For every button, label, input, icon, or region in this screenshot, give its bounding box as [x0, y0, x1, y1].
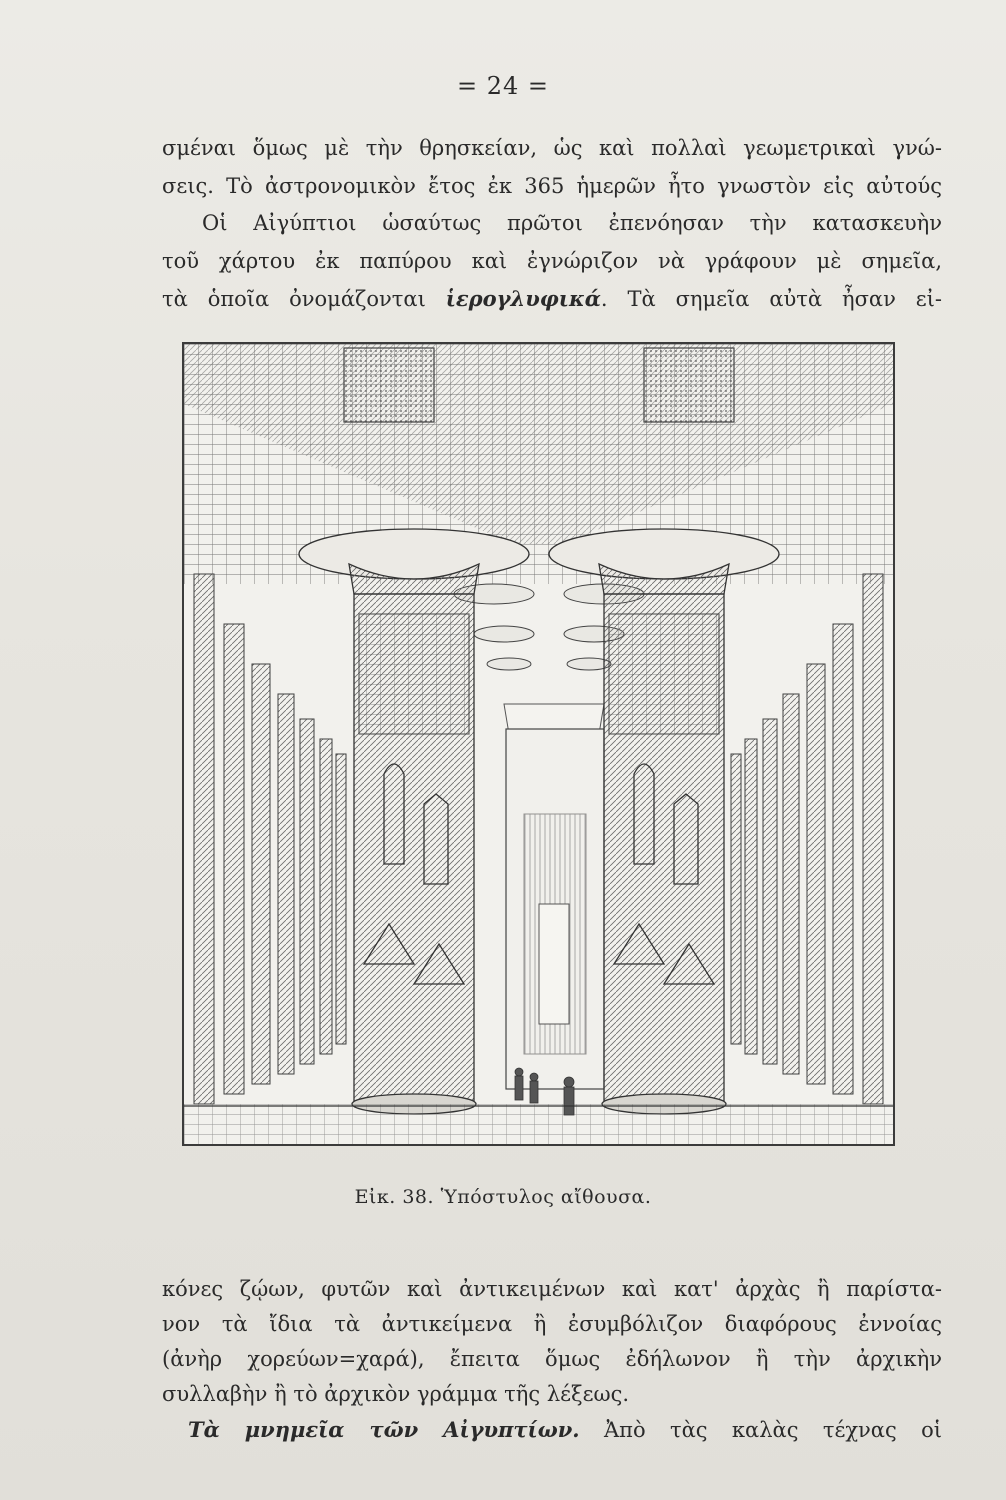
text-line: κόνες ζῴων, φυτῶν καὶ ἀντικειμένων καὶ κατ' ἀρχὰς ἢ παρίστα- [162, 1277, 942, 1301]
text-line: τοῦ χάρτου ἐκ παπύρου καὶ ἐγνώριζον νὰ γράφουν μὲ σημεῖα, [162, 248, 942, 273]
text-run: Ἀπὸ τὰς καλὰς τέχνας οἱ [579, 1418, 942, 1442]
engraving-hypostyle-hall [182, 342, 895, 1146]
text-line: συλλαβὴν ἢ τὸ ἀρχικὸν γράμμα τῆς λέξεως. [162, 1382, 630, 1406]
page-number: = 24 = [456, 72, 549, 100]
text-line: νον τὰ ἴδια τὰ ἀντικείμενα ἢ ἐσυμβόλιζον διαφόρους ἐννοίας [162, 1312, 942, 1336]
top-paragraph [162, 130, 942, 318]
text-line: Οἱ Αἰγύπτιοι ὡσαύτως πρῶτοι ἐπενόησαν τὴν κατασκευὴν [202, 211, 942, 235]
text-line: (ἀνὴρ χορεύων=χαρά), ἔπειτα ὅμως ἐδήλωνον ἢ τὴν ἀρχικὴν [162, 1347, 942, 1371]
figure-caption: Εἰκ. 38. Ὑπόστυλος αἴθουσα. [354, 1186, 652, 1208]
section-heading: Τὰ μνημεῖα τῶν Αἰγυπτίων. [188, 1417, 580, 1442]
bottom-paragraph [162, 1272, 942, 1447]
text-run: τὰ ὁποῖα ὀνομάζονται [162, 287, 446, 311]
text-line: σμέναι ὅμως μὲ τὴν θρησκείαν, ὡς καὶ πολλαὶ γεωμετρικαὶ γνώ- [162, 136, 942, 160]
text-line [162, 1412, 942, 1447]
emphasized-term: ἱερογλυφικά [445, 286, 601, 311]
text-line [162, 280, 942, 318]
text-run: . Τὰ σημεῖα αὐτὰ ἦσαν εἰ- [600, 287, 942, 311]
text-line: σεις. Τὸ ἀστρονομικὸν ἔτος ἐκ 365 ἡμερῶν ἦτο γνωστὸν εἰς αὐτούς [162, 173, 942, 198]
